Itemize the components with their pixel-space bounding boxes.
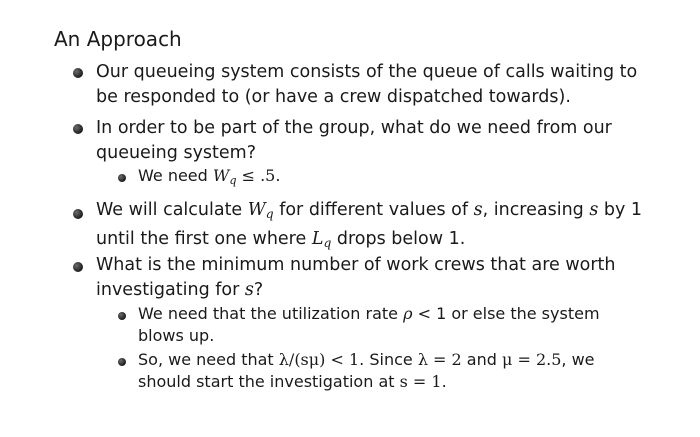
- bullet-1: Our queueing system consists of the queue of calls waiting to be responded to (or have a crew dispatched towards).: [96, 62, 638, 107]
- bullet-2: In order to be part of the group, what do we need from our queueing system?: [96, 118, 612, 163]
- sub-bullet-icon: [118, 312, 126, 320]
- bullet-icon: [73, 68, 83, 78]
- bullet-icon: [73, 124, 83, 134]
- slide-title: An Approach: [54, 27, 182, 51]
- bullet-3: We will calculate $W_q$ for different values of s, increasing s by 1 until the first one where $L_q$ drops below 1.: [96, 200, 643, 251]
- bullet-2-sub-1: We need $W_q \le .5$.: [138, 166, 281, 187]
- sub-bullet-icon: [118, 358, 126, 366]
- sub-bullet-icon: [118, 174, 126, 182]
- bullet-icon: [73, 262, 83, 272]
- bullet-4-sub-1: We need that the utilization rate ρ < 1 or else the system blows up.: [138, 304, 600, 345]
- bullet-4: What is the minimum number of work crews that are worth investigating for s?: [96, 255, 616, 300]
- bullet-4-sub-2: So, we need that λ/(sμ) < 1. Since λ = 2 and μ = 2.5, we should start the investigation at s = 1.: [138, 350, 595, 391]
- bullet-icon: [73, 209, 83, 219]
